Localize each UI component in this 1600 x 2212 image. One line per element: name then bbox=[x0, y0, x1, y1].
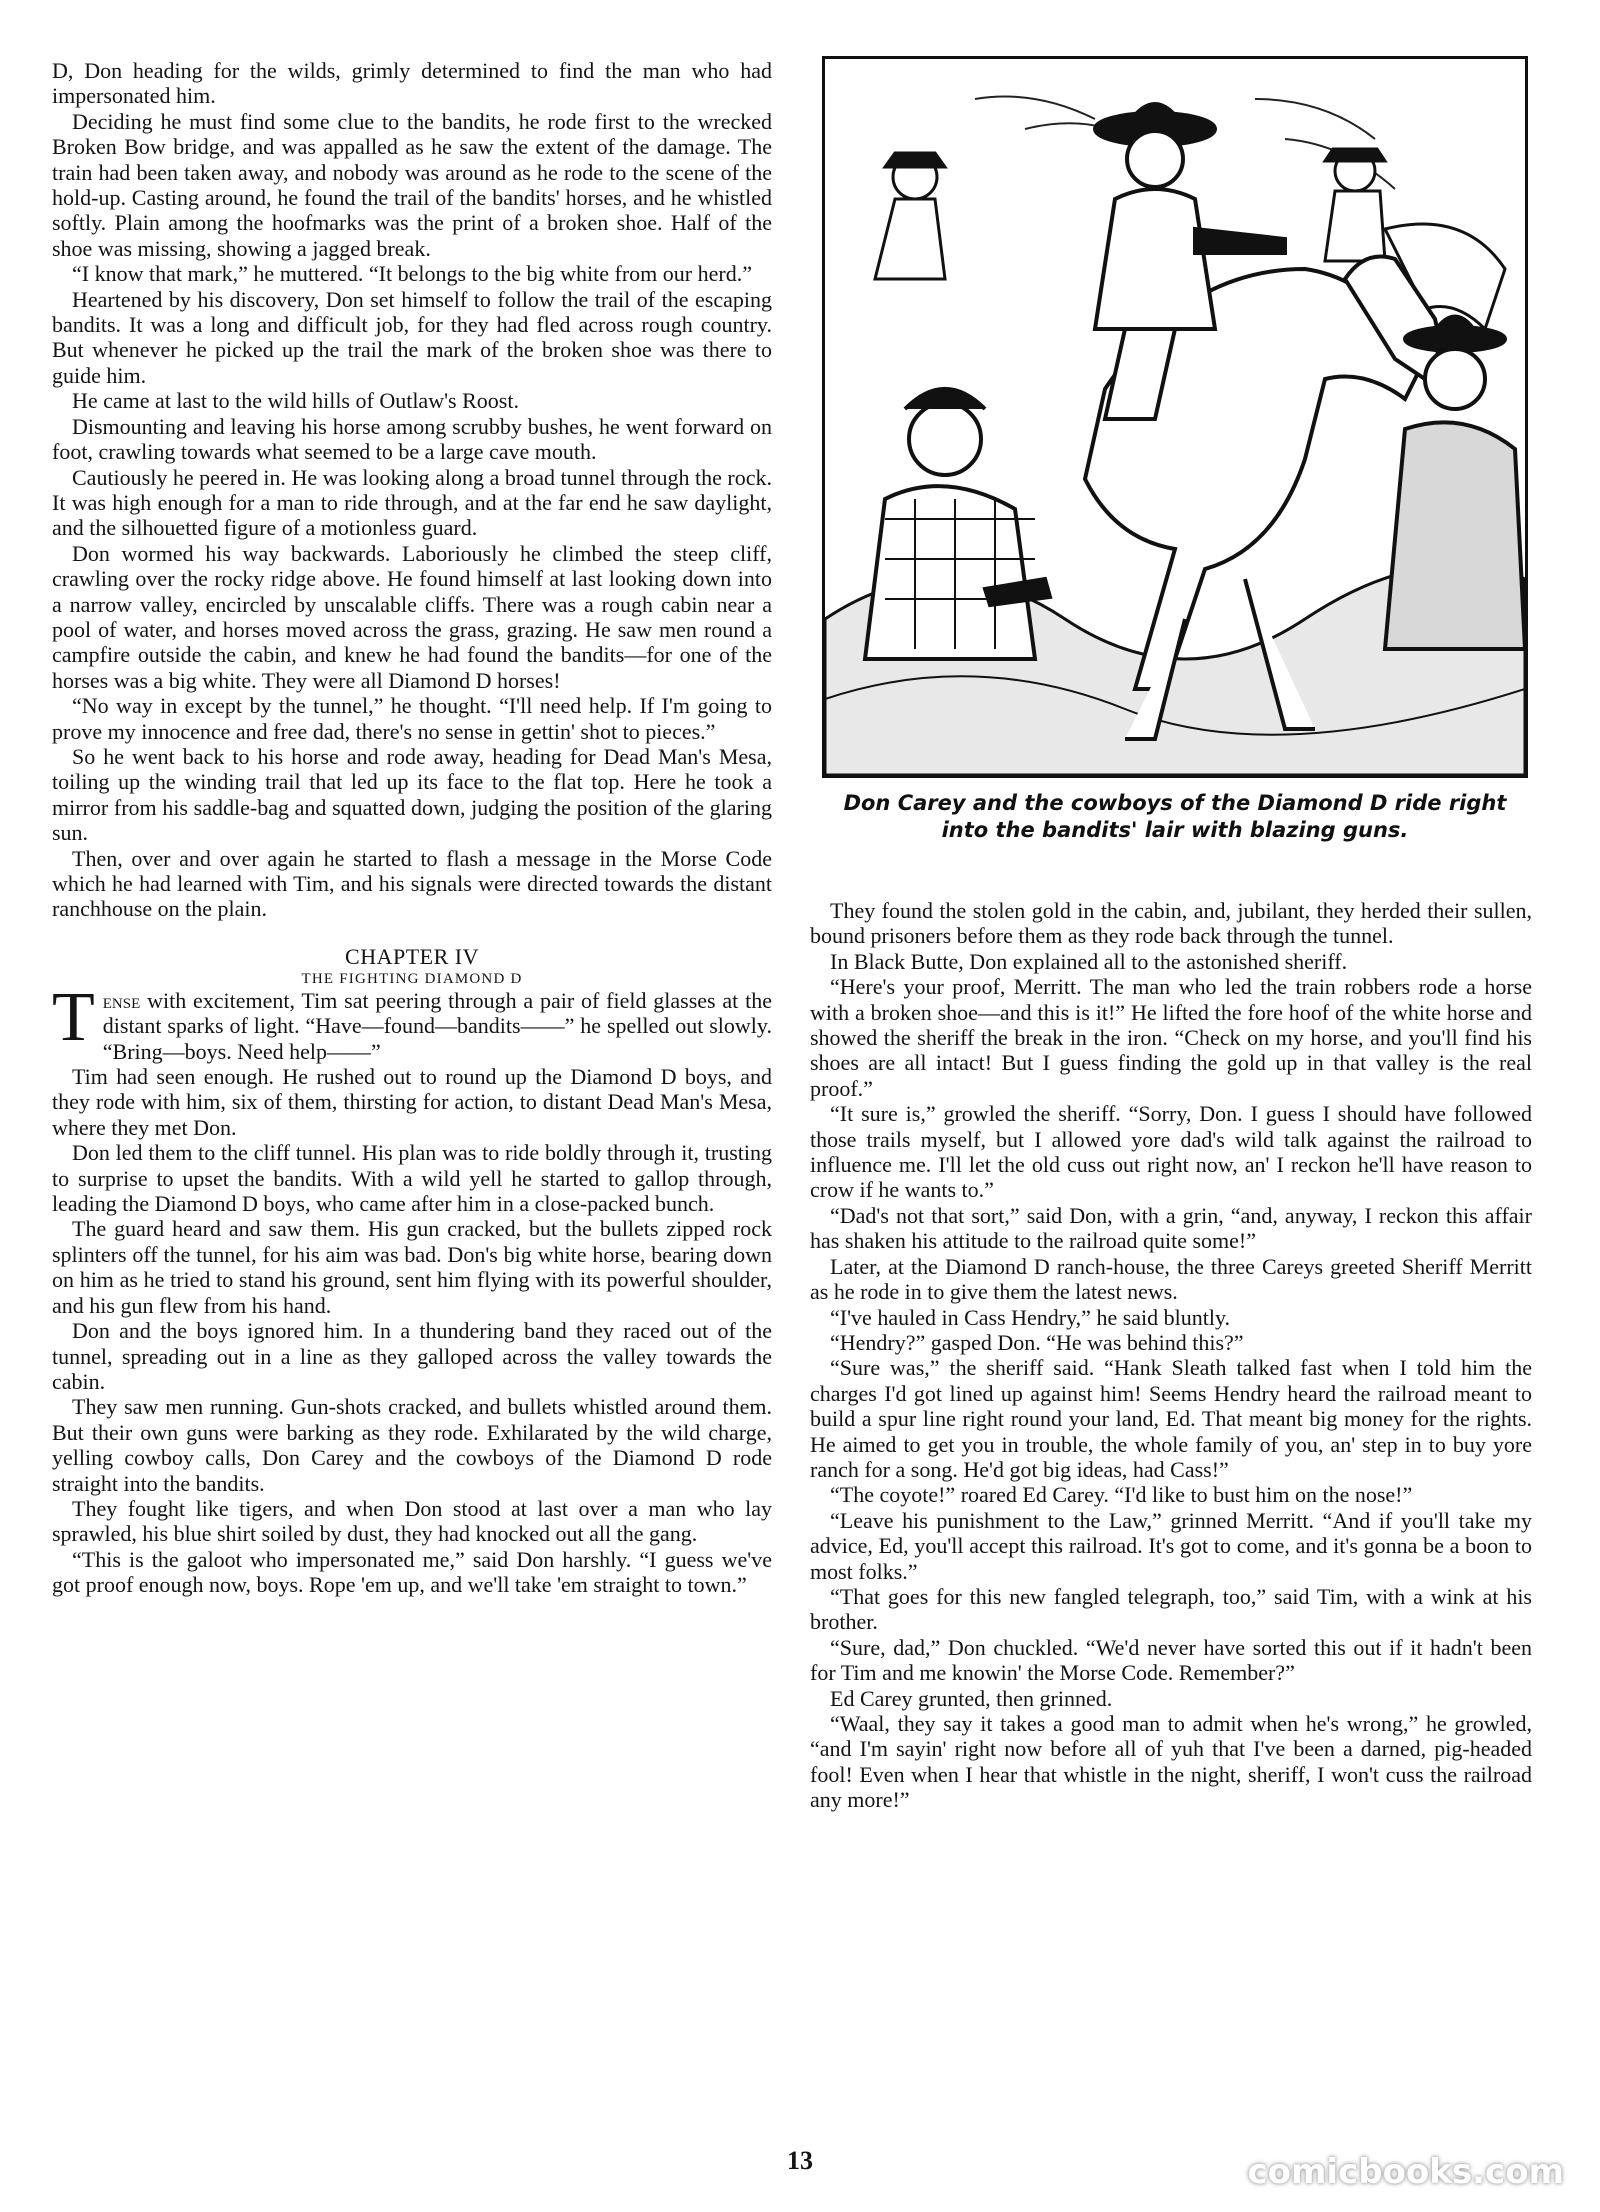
story-paragraph: Heartened by his discovery, Don set himself to follow the trail of the escaping bandits. It was a long and difficult job, for they had fled across rough country. But whenever he picked up the trail the mark of the broken shoe was there to guide him. bbox=[52, 286, 772, 388]
page-number: 13 bbox=[787, 2146, 813, 2175]
story-paragraph: “Sure, dad,” Don chuckled. “We'd never have sorted this out if it hadn't been for Tim and me knowin' the Morse Code. Remember?” bbox=[810, 1634, 1532, 1686]
site-watermark: comicbooks.com bbox=[1247, 2152, 1564, 2192]
story-paragraph: D, Don heading for the wilds, grimly determined to find the man who had impersonated him. bbox=[52, 58, 772, 109]
story-paragraph: They found the stolen gold in the cabin, and, jubilant, they herded their sullen, bound prisoners before them as they rode back through the tunnel. bbox=[810, 898, 1532, 949]
story-paragraph: Don led them to the cliff tunnel. His plan was to ride boldly through it, trusting to surprise to upset the bandits. With a wild yell he started to gallop through, leading the Diamond D boys, who came after him in a close-packed bunch. bbox=[52, 1140, 772, 1217]
story-paragraph: “Leave his punishment to the Law,” grinned Merritt. “And if you'll take my advice, Ed, you'll accept this railroad. It's got to come, and it's gonna be a boon to most folks.” bbox=[810, 1507, 1532, 1584]
story-paragraph: Don and the boys ignored him. In a thundering band they raced out of the tunnel, spreading out in a line as they galloped across the valley towards the cabin. bbox=[52, 1318, 772, 1394]
story-paragraph: “Sure was,” the sheriff said. “Hank Sleath talked fast when I told him the charges I'd got lined up against him! Seems Hendry heard the railroad meant to build a spur line right round your land, Ed. That meant big money for the rights. He aimed to get you in trouble, the whole family of you, an' step in to buy yore ranch for a song. He'd got big ideas, had Cass!” bbox=[810, 1355, 1532, 1482]
story-paragraph: In Black Butte, Don explained all to the astonished sheriff. bbox=[830, 948, 1348, 974]
story-paragraph: “I've hauled in Cass Hendry,” he said bluntly. bbox=[830, 1304, 1231, 1330]
story-paragraph: So he went back to his horse and rode away, heading for Dead Man's Mesa, toiling up the winding trail that led up its face to the flat top. Here he took a mirror from his saddle-bag and squatted down, judging the position of the glaring sun. bbox=[52, 743, 772, 846]
chapter-title: CHAPTER IV bbox=[345, 943, 479, 969]
story-paragraph: “The coyote!” roared Ed Carey. “I'd like to bust him on the nose!” bbox=[830, 1482, 1413, 1508]
story-paragraph: Then, over and over again he started to flash a message in the Morse Code which he had learned with Tim, and his signals were directed towards the distant ranchhouse on the plain. bbox=[52, 845, 772, 922]
opening-paragraph-text: with excitement, Tim sat peering through a pair of field glasses at the distant sparks of light. “Have—found—bandits——” he spelled out slowly. “Bring—boys. Need help——” bbox=[102, 987, 772, 1064]
story-paragraph: “Dad's not that sort,” said Don, with a grin, “and, anyway, I reckon this affair has shaken his attitude to the railroad quite some!” bbox=[810, 1202, 1532, 1254]
story-paragraph: “Here's your proof, Merritt. The man who led the train robbers rode a horse with a broken shoe—and this is it!” He lifted the fore hoof of the white horse and showed the sheriff the break in the iron. “Check on my horse, and you'll find his shoes are all intact! But I guess finding the gold up in that valley is the real proof.” bbox=[810, 974, 1532, 1101]
illustration-drawing bbox=[825, 59, 1525, 775]
story-paragraph: Later, at the Diamond D ranch-house, the three Careys greeted Sheriff Merritt as he rode in to give them the latest news. bbox=[810, 1253, 1532, 1305]
story-paragraph: Tim had seen enough. He rushed out to round up the Diamond D boys, and they rode with him, six of them, thirsting for action, to distant Dead Man's Mesa, where they met Don. bbox=[52, 1064, 772, 1140]
cowboy-charge-illustration bbox=[822, 56, 1528, 778]
story-paragraph: “It sure is,” growled the sheriff. “Sorry, Don. I guess I should have followed those trails myself, but I allowed yore dad's wild talk against the railroad to influence me. I'll let the old cuss out right now, an' I reckon he'll have reason to crow if he wants to.” bbox=[810, 1101, 1532, 1203]
illustration-caption: Don Carey and the cowboys of the Diamond D ride right into the bandits' lair with blazing guns. bbox=[843, 791, 1507, 842]
story-paragraph: Don wormed his way backwards. Laboriously he climbed the steep cliff, crawling over the rocky ridge above. He found himself at last looking down into a narrow valley, encircled by unscalable cliffs. There was a rough cabin near a pool of water, and horses moved across the grass, grazing. He saw men round a campfire outside the cabin, and knew he had found the bandits—for one of the horses was a big white. They were all Diamond D horses! bbox=[52, 540, 772, 693]
story-paragraph: “Waal, they say it takes a good man to admit when he's wrong,” he growled, “and I'm sayin' right now before all of yuh that I've been a darned, pig-headed fool! Even when I hear that whistle in the night, sheriff, I won't cuss the railroad any more!” bbox=[810, 1711, 1532, 1813]
drop-cap: T bbox=[52, 978, 95, 1056]
right-column bbox=[810, 898, 1532, 1813]
lead-in-word: ense bbox=[102, 987, 141, 1013]
story-paragraph: They saw men running. Gun-shots cracked, and bullets whistled around them. But their own guns were barking as they rode. Exhilarated by the wild charge, yelling cowboy calls, Don Carey and the cowboys of the Diamond D rode straight into the bandits. bbox=[52, 1394, 772, 1496]
story-paragraph: “This is the galoot who impersonated me,” said Don harshly. “I guess we've got proof enough now, boys. Rope 'em up, and we'll take 'em straight to town.” bbox=[52, 1546, 772, 1598]
story-paragraph: “I know that mark,” he muttered. “It belongs to the big white from our herd.” bbox=[72, 261, 752, 287]
story-paragraph: Dismounting and leaving his horse among scrubby bushes, he went forward on foot, crawling towards what seemed to be a large cave mouth. bbox=[52, 413, 772, 465]
chapter-subtitle: THE FIGHTING DIAMOND D bbox=[301, 970, 523, 987]
story-paragraph: “That goes for this new fangled telegraph, too,” said Tim, with a wink at his brother. bbox=[810, 1583, 1532, 1635]
story-paragraph: Cautiously he peered in. He was looking along a broad tunnel through the rock. It was high enough for a man to ride through, and at the far end he saw daylight, and the silhouetted figure of a motionless guard. bbox=[52, 464, 772, 541]
story-paragraph: He came at last to the wild hills of Outlaw's Roost. bbox=[72, 388, 519, 414]
story-paragraph: “Hendry?” gasped Don. “He was behind this?” bbox=[830, 1329, 1244, 1355]
story-paragraph: They fought like tigers, and when Don stood at last over a man who lay sprawled, his blue shirt soiled by dust, they had knocked out all the gang. bbox=[52, 1495, 772, 1547]
story-paragraph: Ed Carey grunted, then grinned. bbox=[830, 1685, 1113, 1711]
story-paragraph: Deciding he must find some clue to the bandits, he rode first to the wrecked Broken Bow bridge, and was appalled as he saw the extent of the damage. The train had been taken away, and nobody was around as he rode to the scene of the hold-up. Casting around, he found the trail of the bandits' horses, and he whistled softly. Plain among the hoofmarks was the print of a broken shoe. Half of the shoe was missing, showing a jagged break. bbox=[52, 108, 772, 261]
left-column bbox=[52, 58, 772, 1598]
story-paragraph: “No way in except by the tunnel,” he thought. “I'll need help. If I'm going to prove my innocence and free dad, there's no sense in gettin' shot to pieces.” bbox=[52, 693, 772, 744]
story-paragraph: The guard heard and saw them. His gun cracked, but the bullets zipped rock splinters off the tunnel, for his aim was bad. Don's big white horse, bearing down on him as he tried to stand his ground, sent him flying with its powerful shoulder, and his gun flew from his hand. bbox=[52, 1216, 772, 1318]
